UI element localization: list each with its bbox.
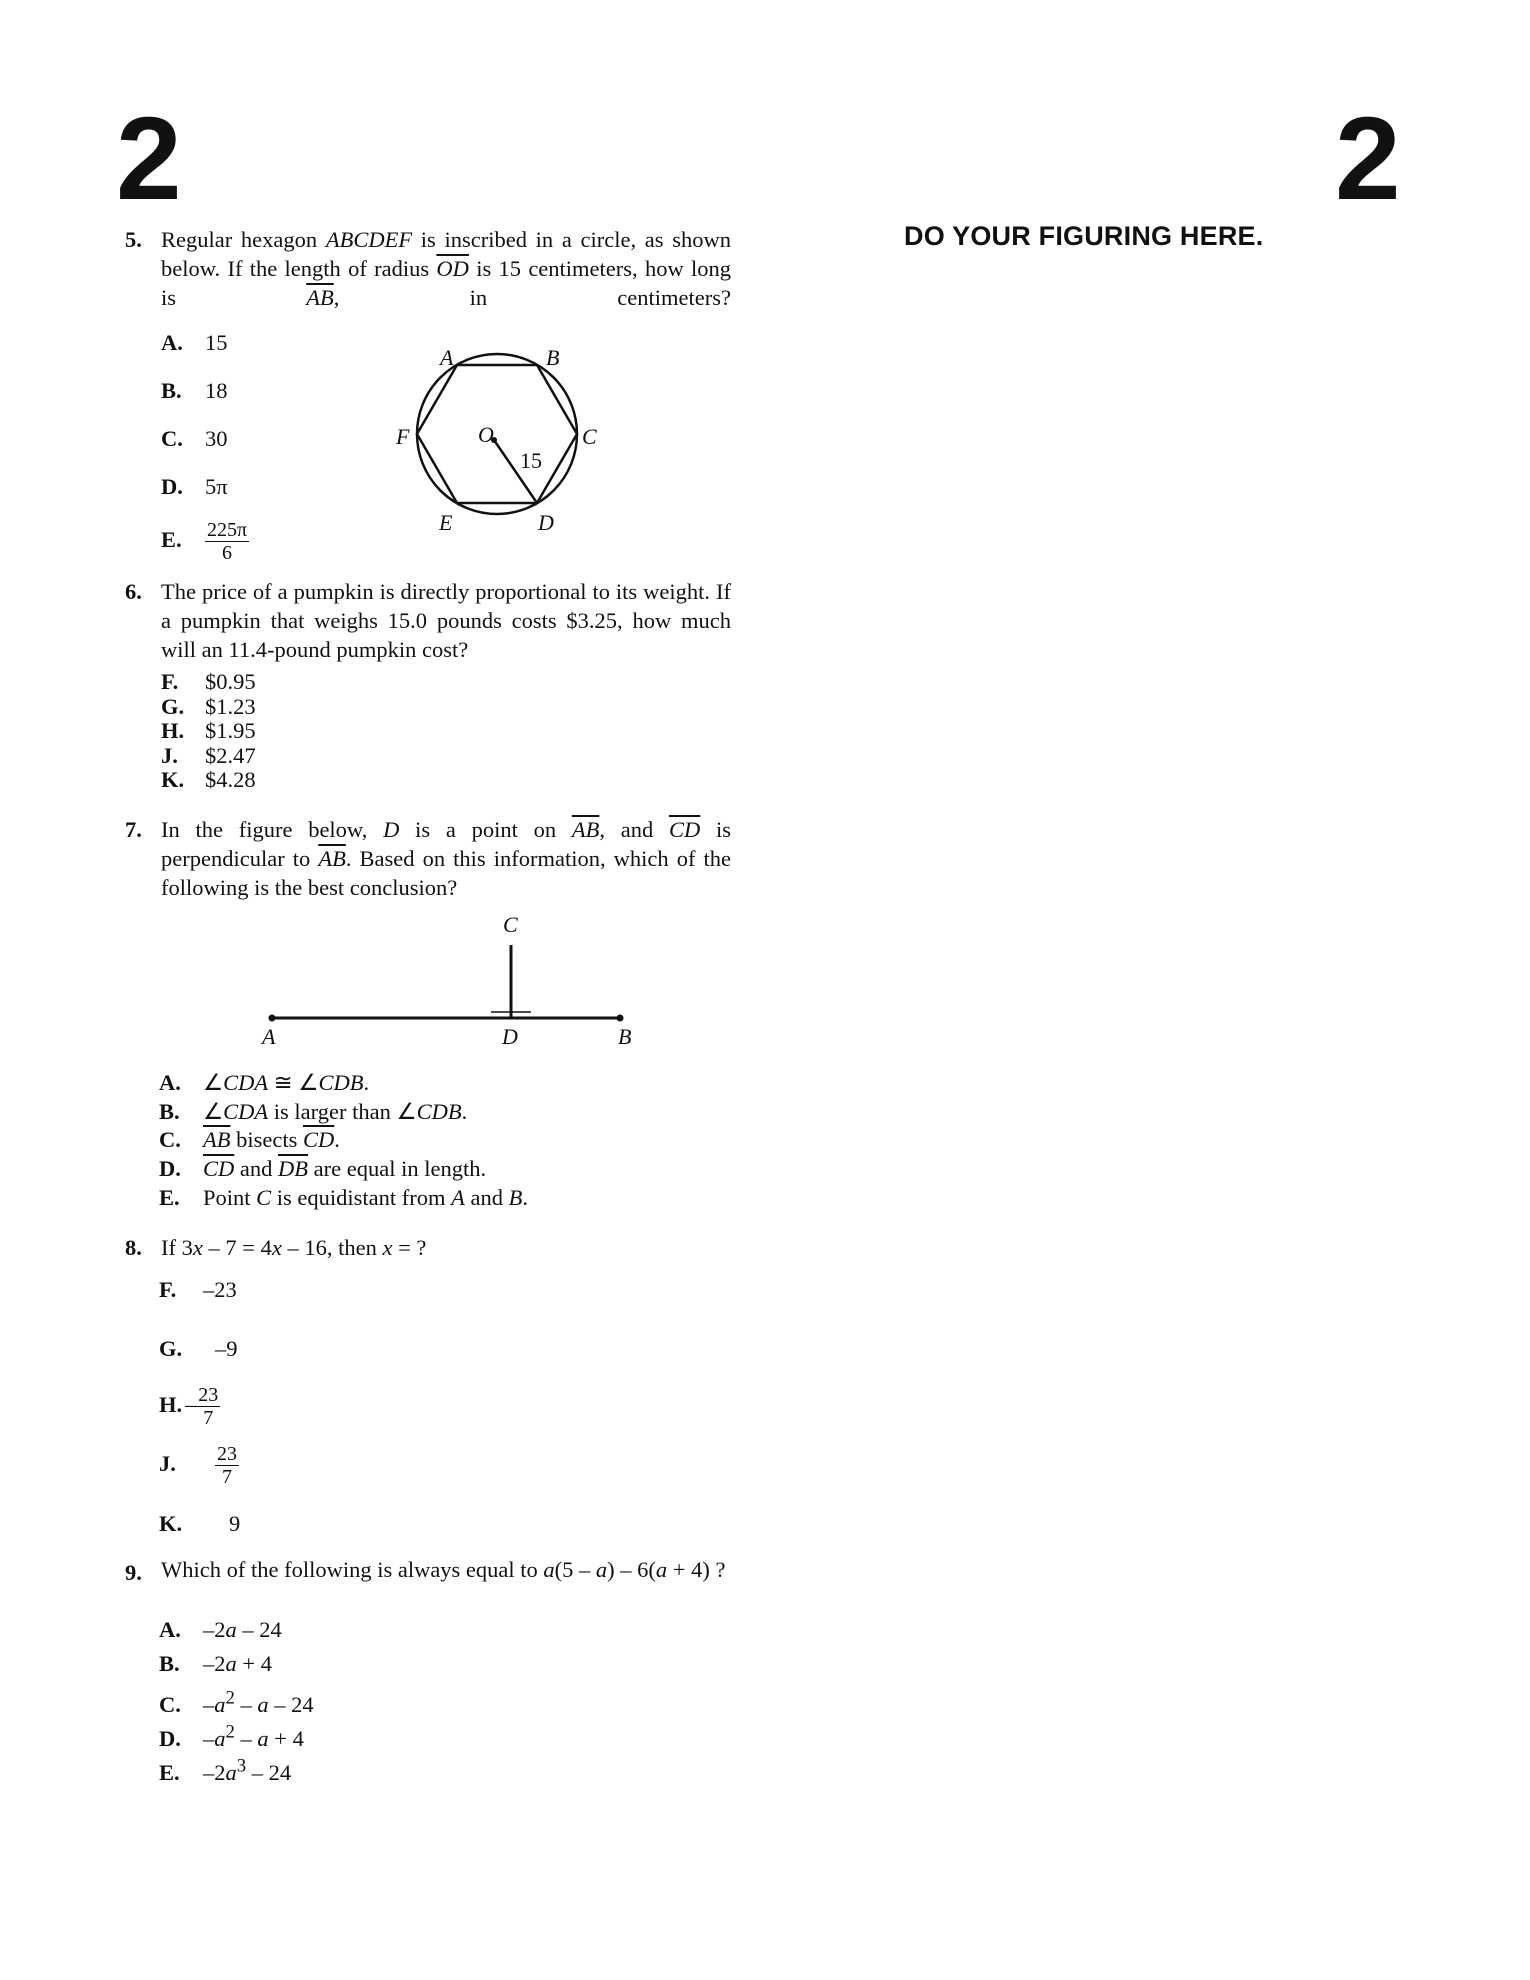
- section-number-right: 2: [1335, 93, 1401, 225]
- choice-b[interactable]: B. –2a + 4: [159, 1651, 272, 1676]
- fraction: $\frac{23}{7}$: [198, 1384, 219, 1429]
- fraction: $\frac{225\pi}{6}$: [207, 519, 248, 564]
- label-o: O: [478, 422, 494, 447]
- label-c: C: [503, 912, 518, 937]
- question-text: Regular hexagon ABCDEF is inscribed in a circle, as shown below. If the length of radius $\overline{OD}$ is 15 centimeters, how long is $\overline{AB}$, in centimeters?: [161, 227, 731, 310]
- question-number: 7.: [125, 817, 142, 842]
- label-c: C: [582, 424, 597, 449]
- label-d: D: [538, 510, 554, 535]
- label-a: A: [262, 1024, 276, 1049]
- choice-h[interactable]: H. – $\frac{23}{7}$: [159, 1384, 219, 1429]
- fraction: $\frac{23}{7}$: [217, 1443, 237, 1488]
- section-number-left: 2: [116, 93, 182, 225]
- question-8: [125, 1233, 731, 1262]
- radius-label: 15: [520, 448, 542, 473]
- question-9: [125, 1557, 731, 1585]
- choice-h[interactable]: H. $1.95: [161, 718, 256, 743]
- choice-d[interactable]: D. $\overline{CD}$ and $\overline{DB}$ are equal in length.: [159, 1156, 487, 1181]
- question-number: 9.: [125, 1560, 142, 1585]
- choice-f[interactable]: F. $0.95: [161, 669, 256, 694]
- choice-a[interactable]: A. 15: [161, 330, 228, 355]
- choice-f[interactable]: F. –23: [159, 1277, 237, 1302]
- choice-a[interactable]: A. –2a – 24: [159, 1617, 282, 1642]
- choice-d[interactable]: D. $-a^2 - a + 4$: [159, 1721, 304, 1751]
- choice-b[interactable]: B. 18: [161, 378, 228, 403]
- label-e: E: [439, 510, 453, 535]
- label-b: B: [618, 1024, 632, 1049]
- figuring-note: DO YOUR FIGURING HERE.: [904, 221, 1264, 251]
- question-number: 6.: [125, 579, 142, 604]
- choice-g[interactable]: G. $1.23: [161, 694, 256, 719]
- question-number: 8.: [125, 1235, 142, 1260]
- choice-c[interactable]: C. $\overline{AB}$ bisects $\overline{CD}$.: [159, 1127, 340, 1152]
- question-text: Which of the following is always equal to a(5 – a) – 6(a + 4) ?: [161, 1557, 726, 1582]
- question-number: 5.: [125, 227, 142, 252]
- choice-k[interactable]: K. 9: [159, 1511, 241, 1536]
- choice-c[interactable]: C. $-a^2$ – a – 24: [159, 1687, 314, 1717]
- choice-a[interactable]: A. ∠CDA ≅ ∠CDB.: [159, 1070, 370, 1095]
- label-b: B: [546, 345, 560, 370]
- choice-c[interactable]: C. 30: [161, 426, 228, 451]
- label-d: D: [502, 1024, 518, 1049]
- label-f: F: [396, 424, 410, 449]
- choice-e[interactable]: E. $-2a^3 - 24$: [159, 1755, 292, 1785]
- choice-k[interactable]: K. $4.28: [161, 767, 256, 792]
- label-a: A: [440, 345, 454, 370]
- choice-d[interactable]: D. 5π: [161, 474, 228, 499]
- choice-b[interactable]: B. ∠CDA is larger than ∠CDB.: [159, 1099, 468, 1124]
- question-text: In the figure below, D is a point on $\overline{AB}$, and $\overline{CD}$ is perpendicular to $\overline{AB}$. Based on this information, which of the following is the best conclusion?: [161, 817, 731, 900]
- choice-j[interactable]: J. $2.47: [161, 743, 256, 768]
- choice-j[interactable]: J. $\frac{23}{7}$: [159, 1443, 237, 1488]
- question-text: The price of a pumpkin is directly proportional to its weight. If a pumpkin that weighs 15.0 pounds costs $3.25, how much will an 11.4-pound pumpkin cost?: [161, 579, 731, 662]
- choice-e[interactable]: E. Point C is equidistant from A and B.: [159, 1185, 529, 1210]
- choice-g[interactable]: G. –9: [159, 1336, 238, 1361]
- question-text: If 3x – 7 = 4x – 16, then x = ?: [161, 1235, 427, 1260]
- choice-e[interactable]: E. $\frac{225\pi}{6}$: [161, 519, 248, 564]
